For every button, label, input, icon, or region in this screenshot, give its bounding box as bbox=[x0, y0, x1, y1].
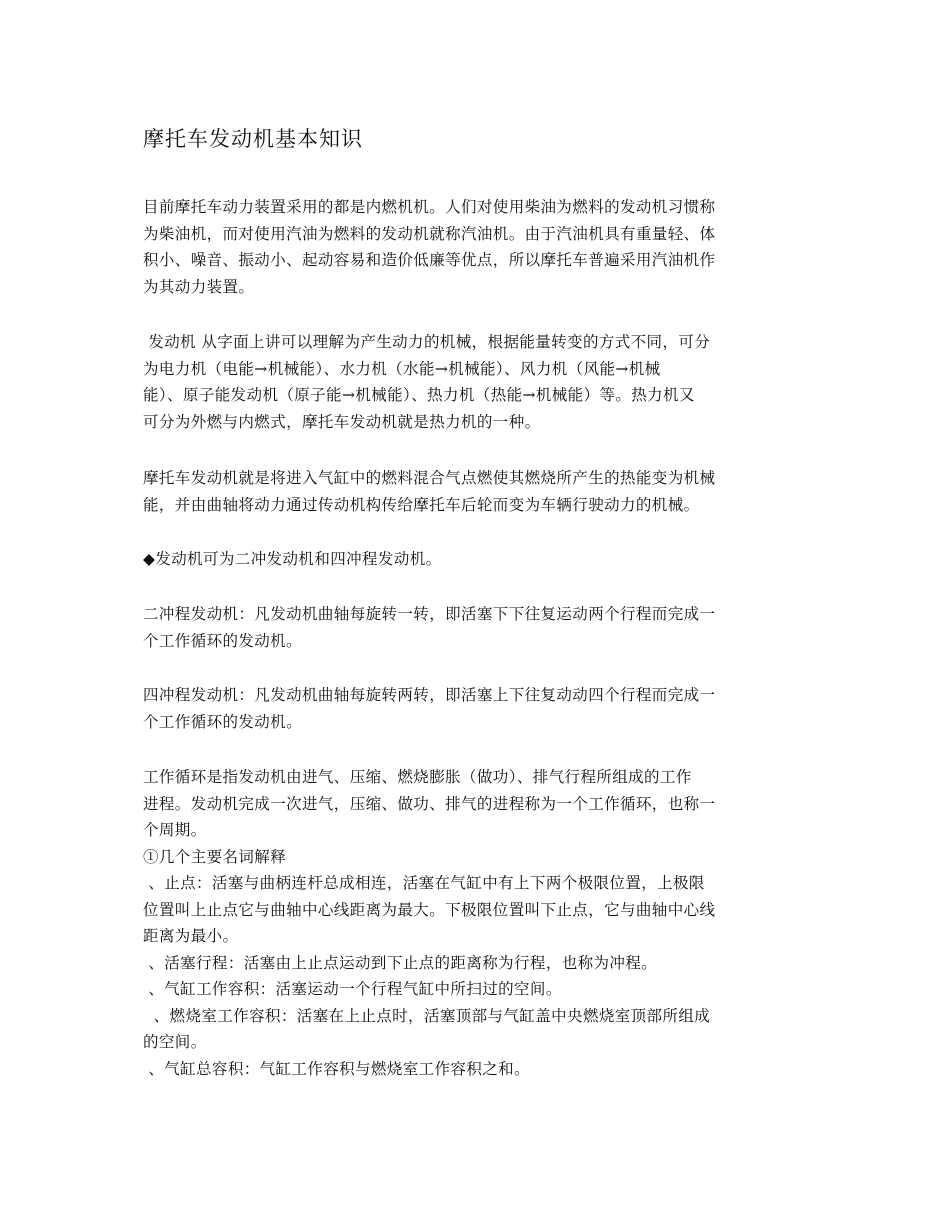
term-dead-center: 、止点：活塞与曲柄连杆总成相连，活塞在气缸中有上下两个极限位置，上极限 bbox=[143, 874, 705, 892]
text-line: 能，并由曲轴将动力通过传动机构传给摩托车后轮而变为车辆行驶动力的机械。 bbox=[143, 495, 700, 514]
term-piston-stroke: 、活塞行程：活塞由上止点运动到下止点的距离称为行程，也称为冲程。 bbox=[143, 953, 658, 972]
paragraph-motorcycle-engine bbox=[143, 465, 823, 518]
text-line: 可分为外燃与内燃式，摩托车发动机就是热力机的一种。 bbox=[143, 412, 541, 431]
term-cylinder-volume: 、气缸工作容积：活塞运动一个行程气缸中所扫过的空间。 bbox=[143, 980, 562, 998]
text-line: 摩托车发动机就是将进入气缸中的燃料混合气点燃使其燃烧所产生的热能变为机械 bbox=[143, 469, 716, 487]
text-line: 为电力机（电能→机械能）、水力机（水能→机械能）、风力机（风能→机械 bbox=[143, 359, 661, 378]
text-line: 工作循环是指发动机由进气、压缩、燃烧膨胀（做功）、排气行程所组成的工作 bbox=[143, 768, 692, 786]
text-line: 四冲程发动机：凡发动机曲轴每旋转两转，即活塞上下往复动动四个行程而完成一 bbox=[143, 686, 716, 704]
term-combustion-chamber-volume: 、燃烧室工作容积：活塞在上止点时，活塞顶部与气缸盖中央燃烧室顶部所组成 bbox=[143, 1006, 711, 1025]
paragraph-engine-types bbox=[143, 546, 823, 573]
text-line: 目前摩托车动力装置采用的都是内燃机机。人们对使用柴油为燃料的发动机习惯称 bbox=[143, 198, 716, 216]
document-title: 摩托车发动机基本知识 bbox=[143, 127, 363, 151]
section-heading: ①几个主要名词解释 bbox=[143, 847, 287, 866]
text-line: 为其动力装置。 bbox=[143, 277, 255, 296]
paragraph-two-stroke bbox=[143, 601, 823, 654]
text-line: 位置叫上止点它与曲轴中心线距离为最大。下极限位置叫下止点，它与曲轴中心线 bbox=[143, 900, 716, 919]
paragraph-work-cycle bbox=[143, 764, 823, 1082]
text-line: 个周期。 bbox=[143, 821, 207, 839]
text-line: 个工作循环的发动机。 bbox=[143, 712, 303, 731]
text-line: 能）、原子能发动机（原子能→机械能）、热力机（热能→机械能）等。热力机又 bbox=[143, 386, 695, 404]
text-line: 积小、噪音、振动小、起动容易和造价低廉等优点，所以摩托车普遍采用汽油机作 bbox=[143, 251, 716, 269]
text-line: 距离为最小。 bbox=[143, 927, 239, 945]
text-line: 个工作循环的发动机。 bbox=[143, 631, 303, 650]
text-line: 进程。发动机完成一次进气，压缩、做功、排气的进程称为一个工作循环，也称一 bbox=[143, 794, 716, 813]
text-line: ◆发动机可为二冲发动机和四冲程发动机。 bbox=[143, 550, 442, 568]
term-total-cylinder-volume: 、气缸总容积：气缸工作容积与燃烧室工作容积之和。 bbox=[143, 1059, 530, 1078]
paragraph-intro bbox=[143, 194, 823, 300]
text-line: 二冲程发动机：凡发动机曲轴每旋转一转，即活塞下下往复运动两个行程而完成一 bbox=[143, 605, 716, 623]
text-line: 的空间。 bbox=[143, 1033, 207, 1051]
paragraph-four-stroke bbox=[143, 682, 823, 735]
text-line: 发动机 从字面上讲可以理解为产生动力的机械，根据能量转变的方式不同，可分 bbox=[143, 333, 711, 351]
paragraph-engine-definition bbox=[143, 329, 823, 435]
text-line: 为柴油机，而对使用汽油为燃料的发动机就称汽油机。由于汽油机具有重量轻、体 bbox=[143, 224, 716, 243]
